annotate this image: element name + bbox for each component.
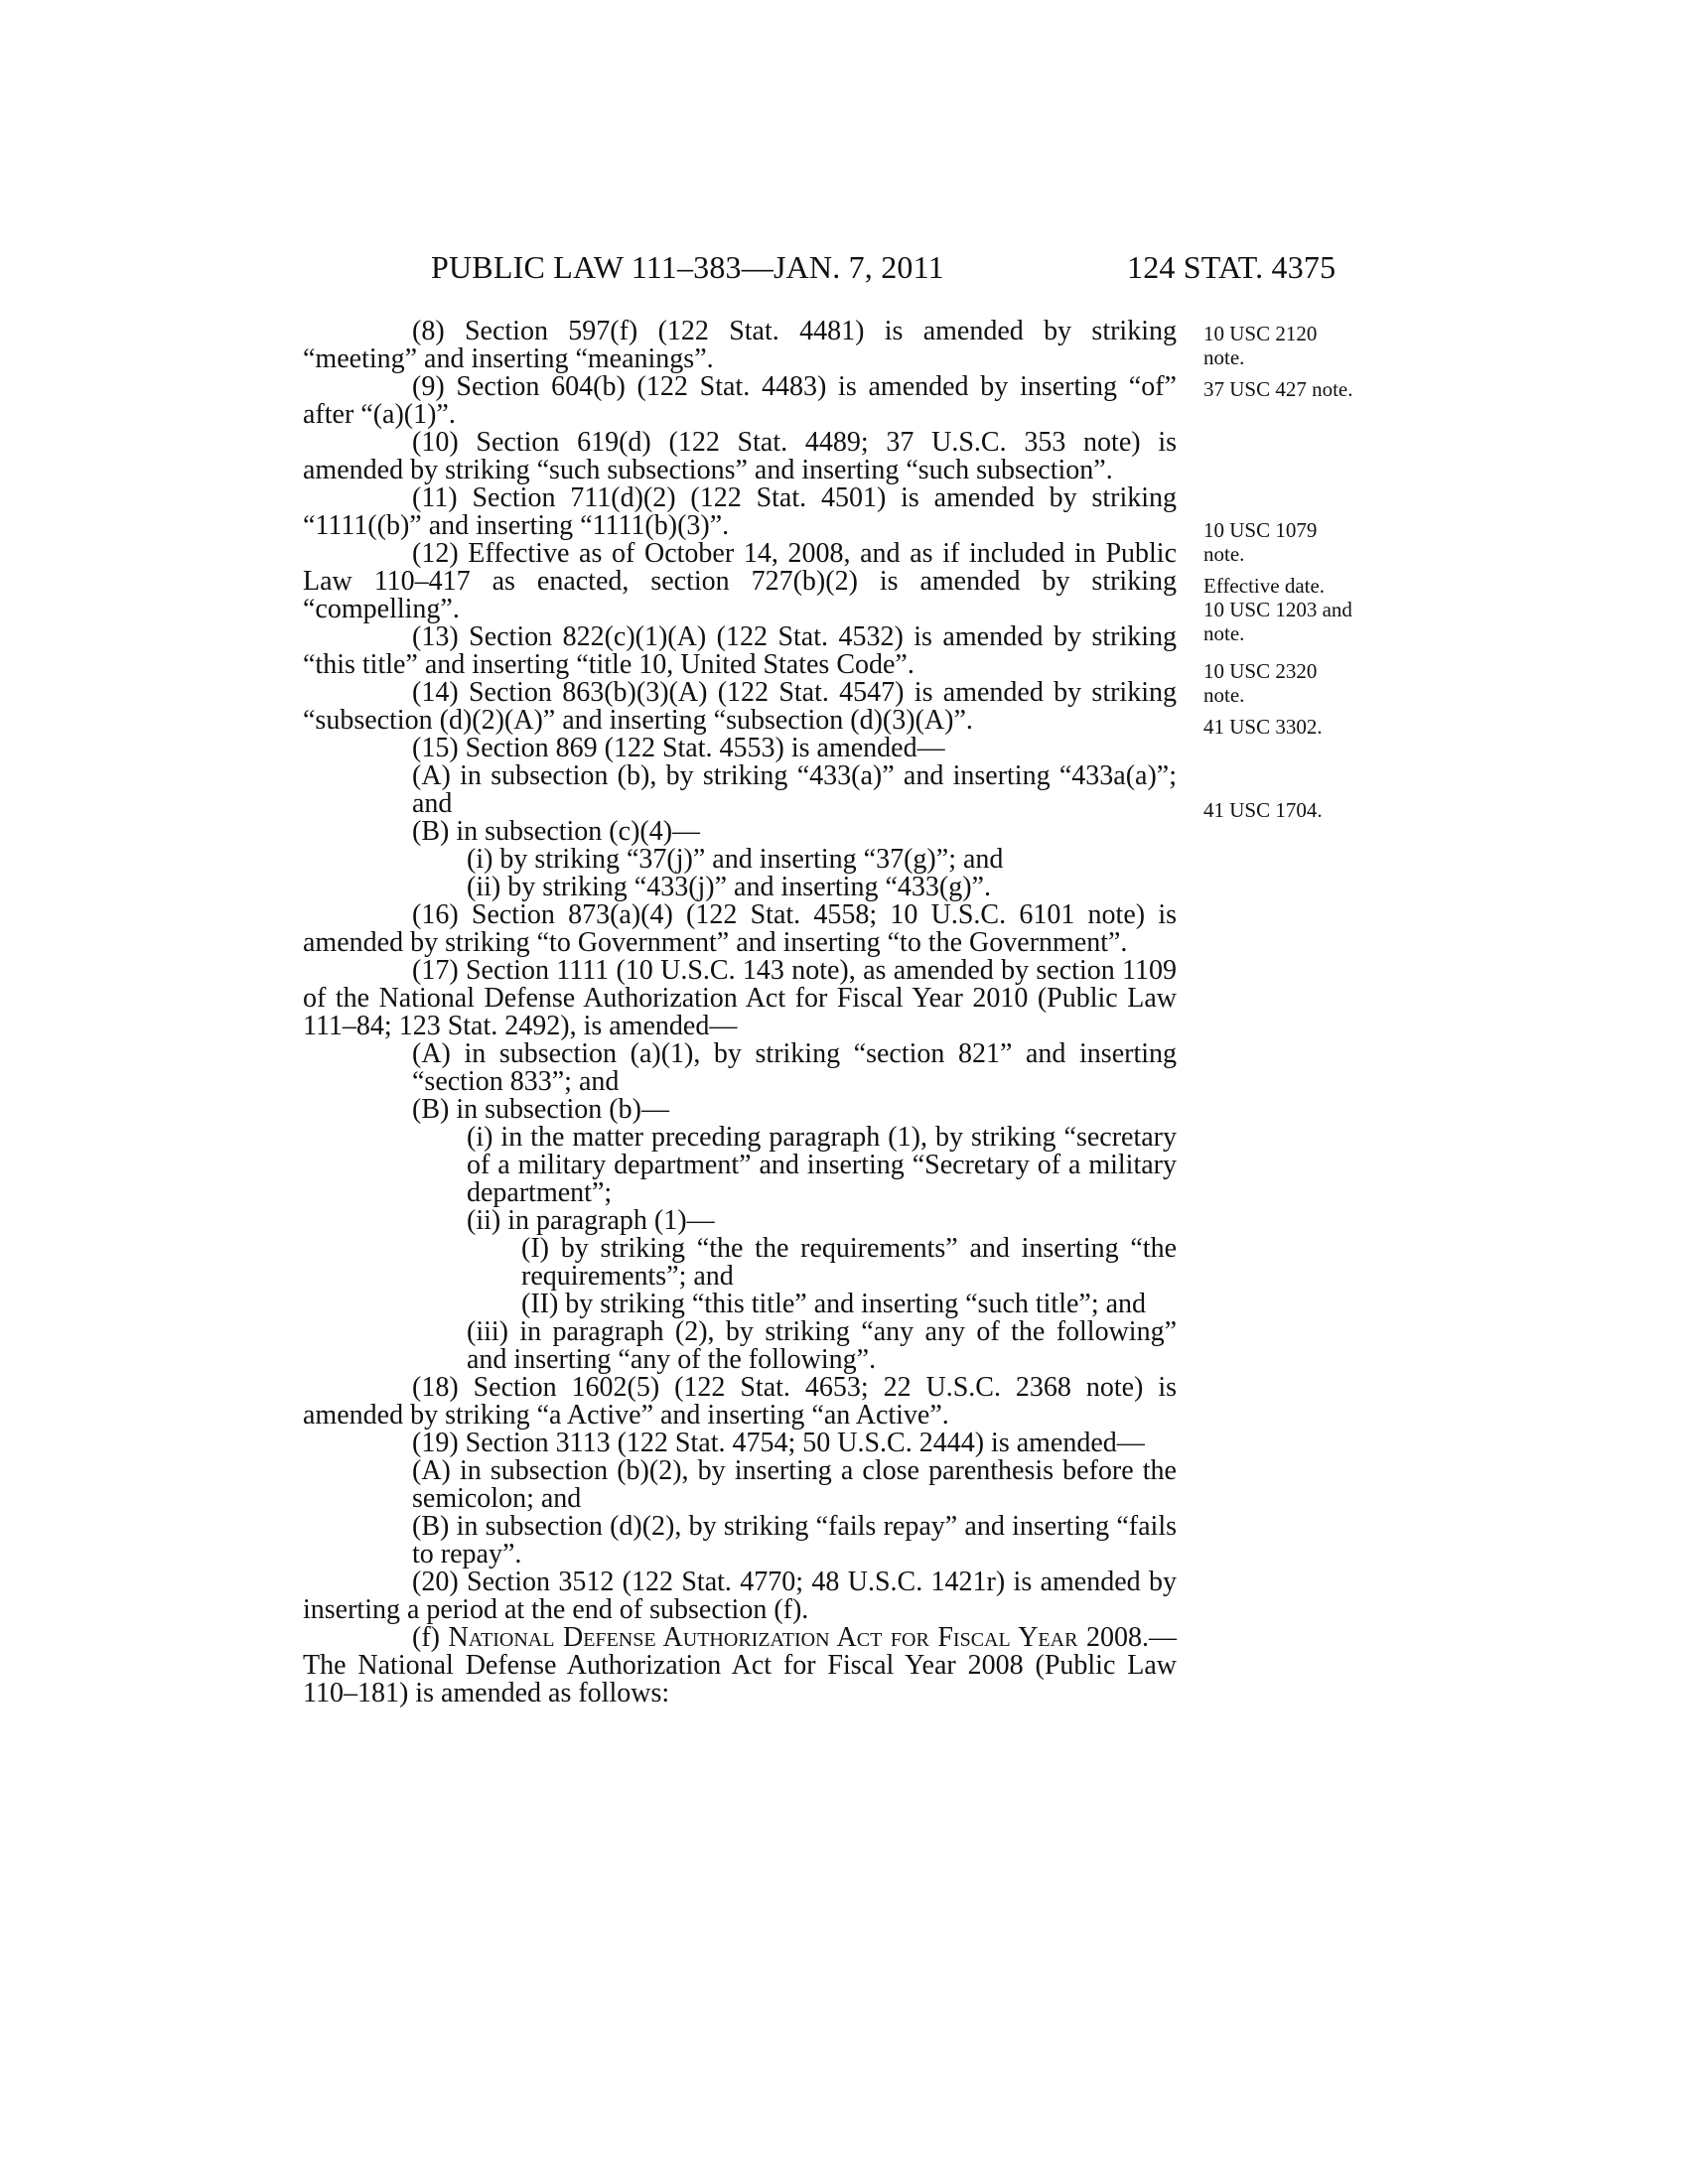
paragraph-17-b-i: (i) in the matter preceding paragraph (1), by striking “secretary of a military department” and inserting “Secretary of a military department”; [467,1122,1177,1208]
paragraph-17-a: (A) in subsection (a)(1), by striking “section 821” and inserting “section 833”; and [412,1038,1177,1097]
margin-note-37-usc-427: 37 USC 427 note. [1203,377,1353,401]
paragraph-14: (14) Section 863(b)(3)(A) (122 Stat. 4547) is amended by striking “subsection (d)(2)(A)” and inserting “subsection (d)(3)(A)”. [303,677,1177,736]
margin-note-41-usc-1704: 41 USC 1704. [1203,798,1323,822]
paragraph-11: (11) Section 711(d)(2) (122 Stat. 4501) is amended by striking “1111((b)” and inserting “1111(b)(3)”. [303,482,1177,541]
paragraph-13: (13) Section 822(c)(1)(A) (122 Stat. 4532) is amended by striking “this title” and inserting “title 10, United States Code”. [303,621,1177,680]
margin-note-10-usc-1079: 10 USC 1079 [1203,518,1318,542]
margin-note-10-usc-2120-cont: note. [1203,345,1245,369]
paragraph-9: (9) Section 604(b) (122 Stat. 4483) is amended by inserting “of” after “(a)(1)”. [303,371,1177,430]
margin-note-41-usc-3302: 41 USC 3302. [1203,715,1323,739]
subsection-f-body: —The National Defense Authorization Act for Fiscal Year 2008 (Public Law 110–181) is amended as follows: [303,1622,1177,1708]
running-header-page: 124 STAT. 4375 [1127,249,1336,285]
paragraph-17-b-ii-I: (I) by striking “the the requirements” and inserting “the requirements”; and [521,1233,1177,1292]
margin-note-10-usc-1203-cont: note. [1203,621,1245,645]
margin-note-10-usc-2120: 10 USC 2120 [1203,322,1318,345]
margin-note-10-usc-2320: 10 USC 2320 [1203,659,1318,683]
paragraph-15-b: (B) in subsection (c)(4)— [412,816,701,847]
paragraph-12: (12) Effective as of October 14, 2008, and as if included in Public Law 110–417 as enacted, section 727(b)(2) is amended by striking “compelling”. [303,538,1177,624]
paragraph-15: (15) Section 869 (122 Stat. 4553) is amended— [412,733,945,763]
paragraph-19-b: (B) in subsection (d)(2), by striking “fails repay” and inserting “fails to repay”. [412,1511,1177,1570]
paragraph-16: (16) Section 873(a)(4) (122 Stat. 4558; 10 U.S.C. 6101 note) is amended by striking “to Government” and inserting “to the Government”. [303,899,1177,958]
paragraph-18: (18) Section 1602(5) (122 Stat. 4653; 22 U.S.C. 2368 note) is amended by striking “a Active” and inserting “an Active”. [303,1372,1177,1431]
subsection-f [303,1624,1177,1707]
margin-note-10-usc-1203: 10 USC 1203 and [1203,598,1352,621]
margin-note-10-usc-2320-cont: note. [1203,683,1245,707]
subsection-f-heading: National Defense Authorization Act for Fiscal Year 2008. [448,1622,1149,1653]
paragraph-19: (19) Section 3113 (122 Stat. 4754; 50 U.S.C. 2444) is amended— [412,1428,1145,1458]
document-body [303,318,1177,1707]
paragraph-17-b-ii-II: (II) by striking “this title” and inserting “such title”; and [521,1289,1147,1319]
paragraph-15-a: (A) in subsection (b), by striking “433(a)” and inserting “433a(a)”; and [412,760,1177,819]
margin-note-10-usc-1079-cont: note. [1203,542,1245,566]
paragraph-10: (10) Section 619(d) (122 Stat. 4489; 37 U.S.C. 353 note) is amended by striking “such subsections” and inserting “such subsection”. [303,427,1177,485]
running-header-title: PUBLIC LAW 111–383—JAN. 7, 2011 [431,249,944,285]
paragraph-20: (20) Section 3512 (122 Stat. 4770; 48 U.S.C. 1421r) is amended by inserting a period at the end of subsection (f). [303,1567,1177,1625]
paragraph-15-b-i: (i) by striking “37(j)” and inserting “37(g)”; and [467,844,1004,875]
paragraph-17: (17) Section 1111 (10 U.S.C. 143 note), as amended by section 1109 of the National Defense Authorization Act for Fiscal Year 2010 (Public Law 111–84; 123 Stat. 2492), is amended— [303,955,1177,1041]
subsection-f-label: (f) [412,1622,440,1653]
paragraph-17-b-iii: (iii) in paragraph (2), by striking “any any of the following” and inserting “any of the following”. [467,1316,1177,1375]
paragraph-15-b-ii: (ii) by striking “433(j)” and inserting “433(g)”. [467,872,991,902]
paragraph-17-b: (B) in subsection (b)— [412,1094,669,1125]
paragraph-8: (8) Section 597(f) (122 Stat. 4481) is amended by striking “meeting” and inserting “meanings”. [303,316,1177,374]
margin-note-effective-date: Effective date. [1203,574,1326,598]
paragraph-19-a: (A) in subsection (b)(2), by inserting a close parenthesis before the semicolon; and [412,1455,1177,1514]
paragraph-17-b-ii: (ii) in paragraph (1)— [467,1205,715,1236]
